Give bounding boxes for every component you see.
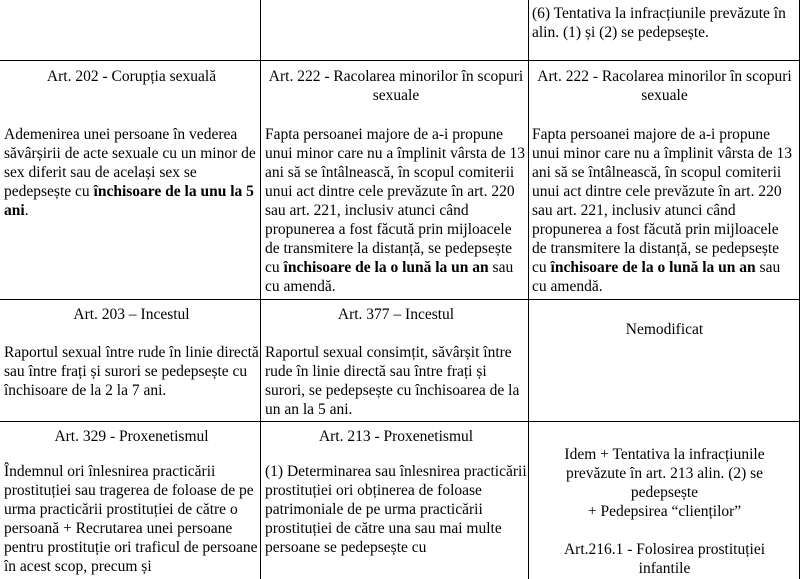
column-divider-1 <box>260 0 261 579</box>
row1-col2-penalty: închisoare de la o lună la un an <box>283 259 489 276</box>
row3-col3-line2: + Pedepsirea “clienților” <box>587 503 742 520</box>
row1-col1-text <box>4 125 259 220</box>
row1-col3-heading: Art. 222 - Racolarea minorilor în scopuri sexuale <box>537 68 792 104</box>
row1-col1-after: . <box>24 202 29 219</box>
row1-col2-body: Fapta persoanei majore de a-i propune unui minor care nu a împlinit vârsta de 13 ani să se întâlnească, în scopul comiterii unui act dintre cele prevăzute în art. 220 sau art. 221, inclusiv atunci când propunerea a fost făcută prin mijloacele de transmitere la distanță, se pedepsește cu <box>265 126 525 276</box>
row3-col3-line1: Idem + Tentativa la infracțiunile prevăzute în art. 213 alin. (2) se pedepsește <box>564 446 765 501</box>
row1-col2-after: sau cu amendă. <box>265 259 514 295</box>
row2-col1-heading: Art. 203 – Incestul <box>73 306 190 323</box>
row2-col3-text: Nemodificat <box>625 321 704 338</box>
row1-col3-after: sau cu amendă. <box>532 259 781 295</box>
row3-col3-line3: Art.216.1 - Folosirea prostituției infantile <box>563 541 766 577</box>
row2-col2-heading: Art. 377 – Incestul <box>337 306 455 323</box>
row2-col1-text: Raportul sexual între rude în linie directă sau între frați și surori se pedepsește cu închisoare de la 2 la 7 ani. <box>4 344 259 399</box>
column-divider-2 <box>528 0 529 579</box>
row1-col3-text <box>532 125 797 296</box>
row1-col2-text <box>265 125 527 296</box>
row1-col3-penalty: închisoare de la o lună la un an <box>550 259 756 276</box>
row3-col2-heading: Art. 213 - Proxenetismul <box>318 428 474 445</box>
row1-col3-body: Fapta persoanei majore de a-i propune unui minor care nu a împlinit vârsta de 13 ani să se întâlnească, în scopul comiterii unui act dintre cele prevăzute în art. 220 sau art. 221, inclusiv atunci când propunerea a fost făcută prin mijloacele de transmitere la distanță, se pedepsește cu <box>532 126 792 276</box>
row1-col2-heading: Art. 222 - Racolarea minorilor în scopuri sexuale <box>268 68 524 104</box>
row-divider-1 <box>0 60 800 61</box>
row-divider-3 <box>0 421 800 422</box>
row0-col3-text: (6) Tentativa la infracțiunile prevăzute în alin. (1) și (2) se pedepsește. <box>532 5 786 41</box>
row3-col2-text: (1) Determinarea sau înlesnirea practicării prostituției ori obținerea de foloase patrimoniale de pe urma practicării prostituției de către una sau mai multe persoane se pedepsește cu <box>265 463 527 556</box>
row3-col3-text <box>532 445 797 578</box>
row-divider-2 <box>0 299 800 300</box>
row3-col1-heading: Art. 329 - Proxenetismul <box>54 428 209 445</box>
row1-col1-heading: Art. 202 - Corupția sexuală <box>46 68 217 85</box>
row2-col2-text: Raportul sexual consimțit, săvârșit între rude în linie directă sau între frați și surori, se pedepsește cu închisoarea de la un an la 5 ani. <box>265 344 520 418</box>
row1-col1-penalty: închisoare de la unu la 5 ani <box>4 183 254 219</box>
row1-col1-body: Ademenirea unei persoane în vederea săvârșirii de acte sexuale cu un minor de sex diferit sau de același sex se pedepsește cu <box>4 126 256 200</box>
row3-col1-text: Îndemnul ori înlesnirea practicării prostituției sau tragerea de foloase de pe urma practicării prostituției de către o persoană + Recrutarea unei persoane pentru prostituție ori traficul de persoane în acest scop, precum și <box>4 463 258 575</box>
